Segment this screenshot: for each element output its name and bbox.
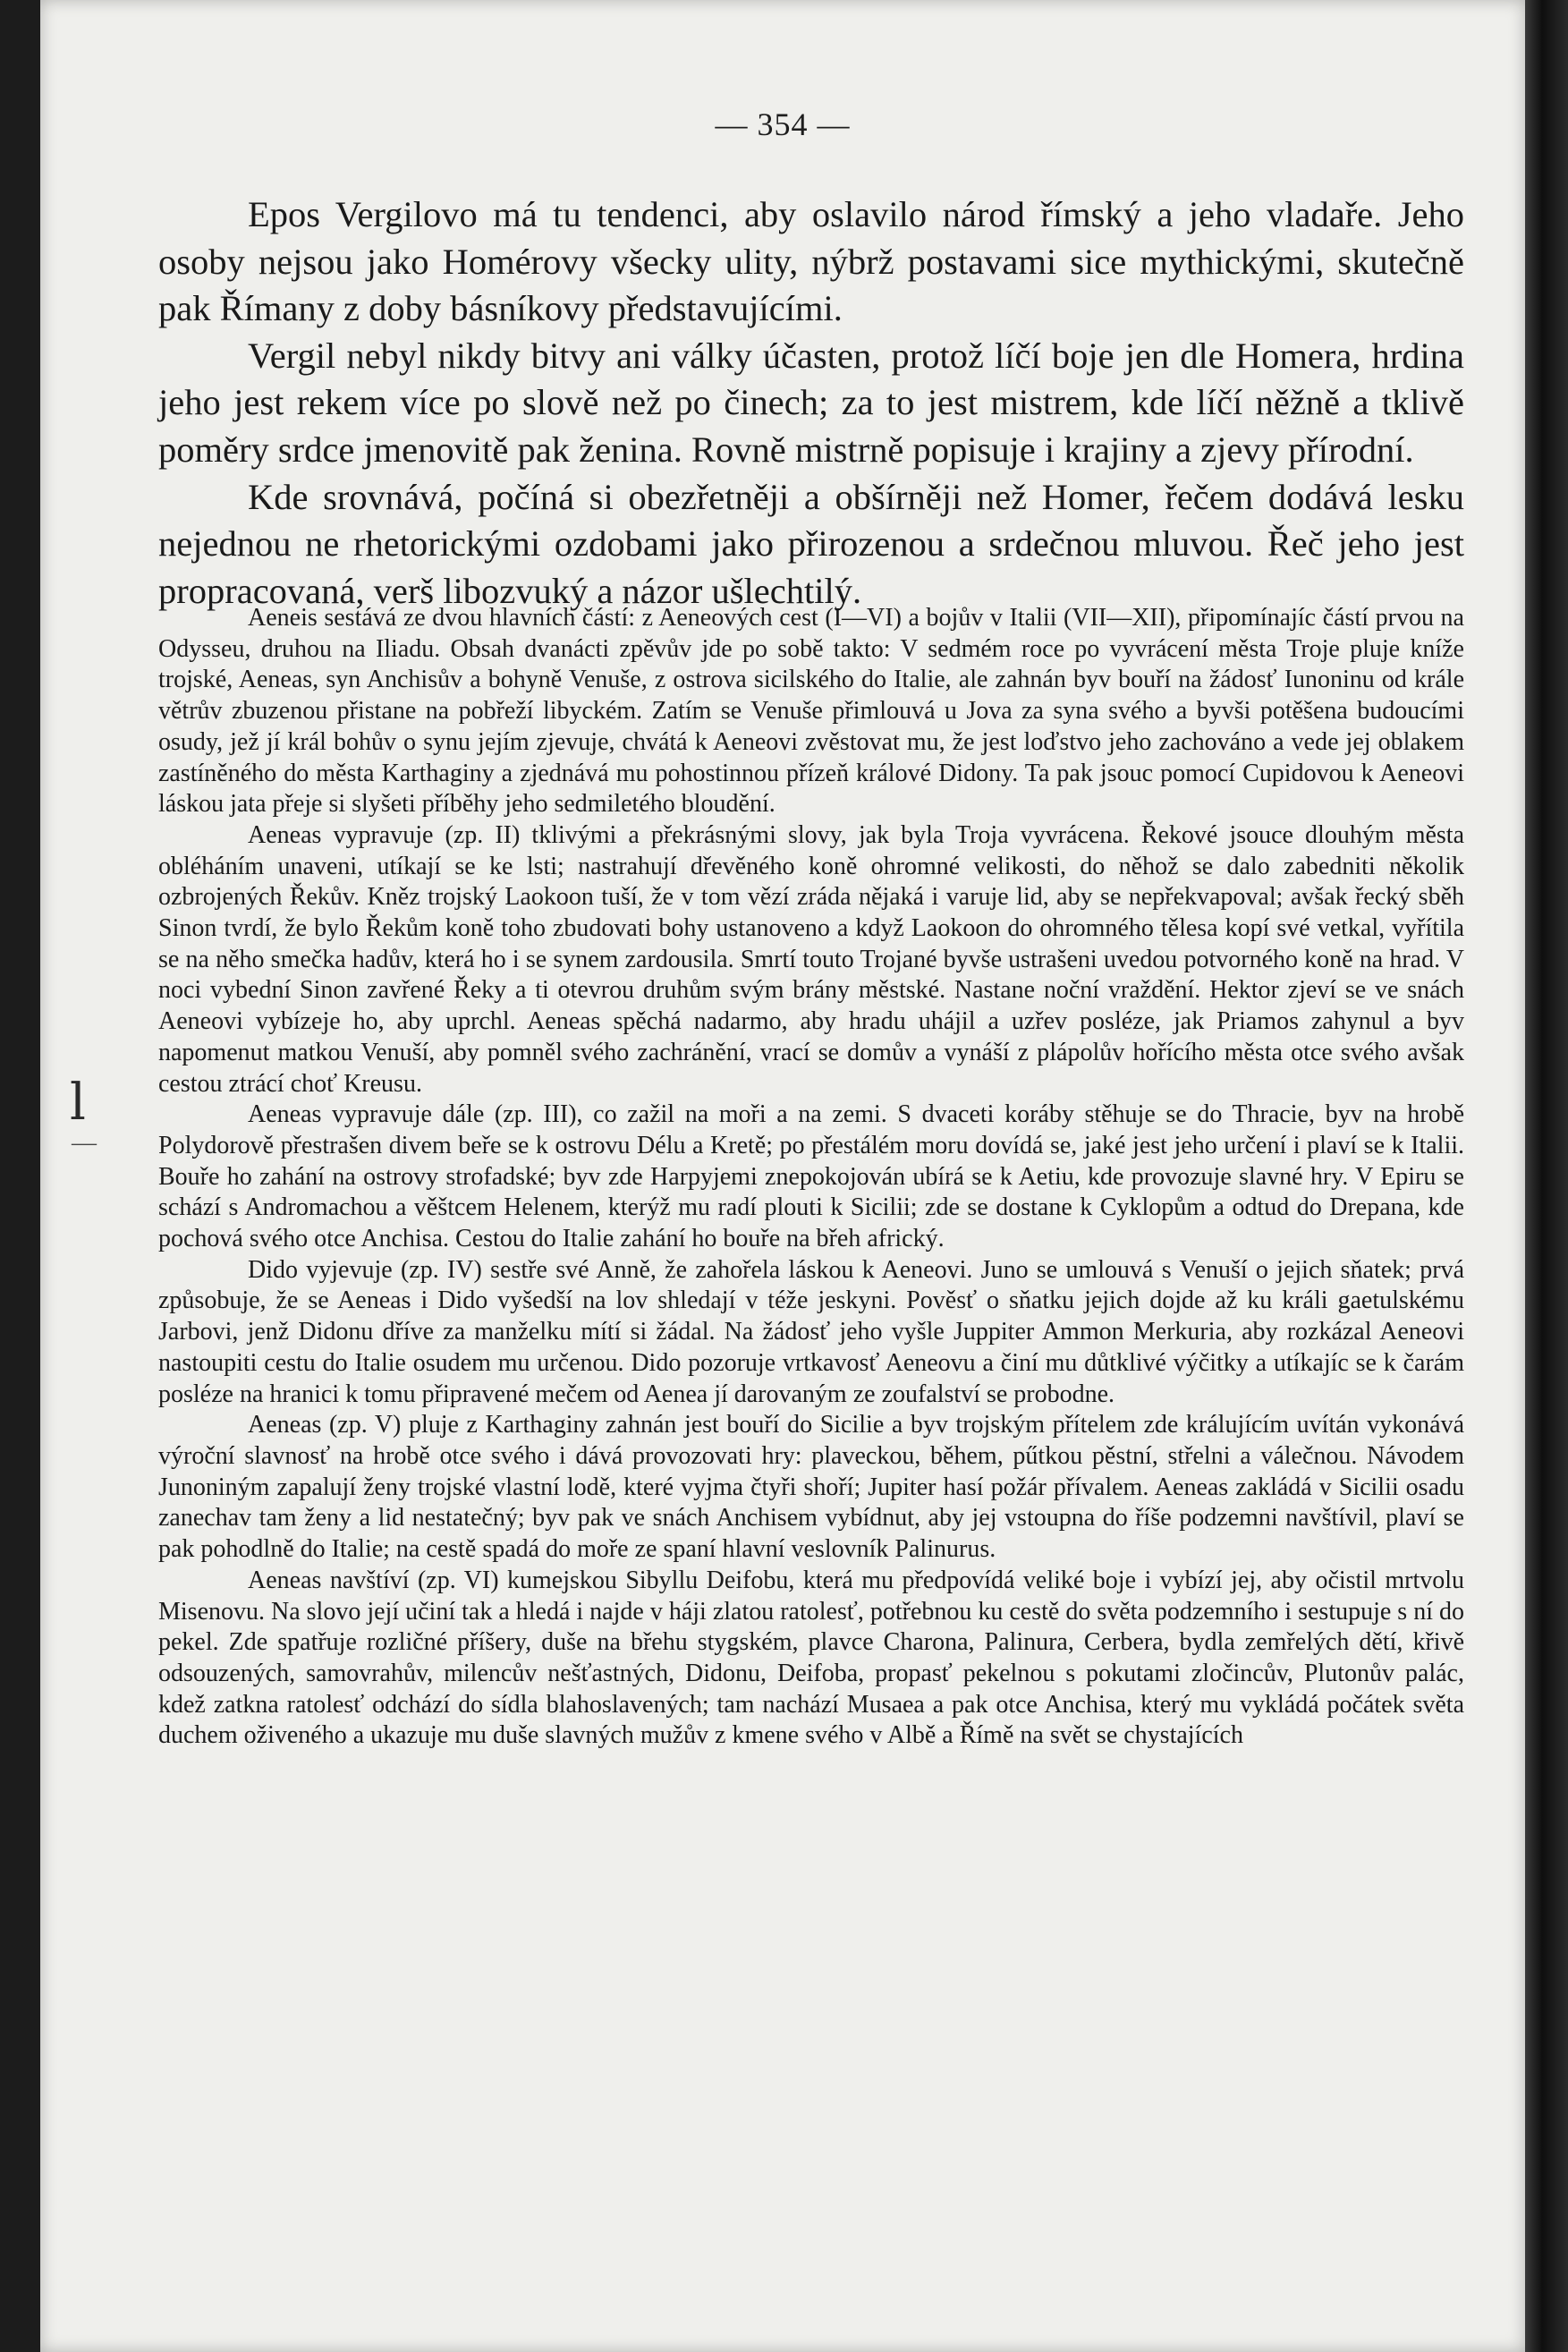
handwritten-margin-mark: l [70,1074,86,1132]
intro-paragraph: Vergil nebyl nikdy bitvy ani války účasten, protož líčí boje jen dle Homera, hrdina jeho jest rekem více po slově než po činech; za to jest mistrem, kde líčí něžně a tklivě poměry srdce jmenovitě pak ženina. Rovně mistrně popisuje i krajiny a zjevy přírodní. [158,335,1464,470]
intro-section [158,191,1464,615]
page-number: — 354 — [715,106,851,142]
summary-paragraph: Aeneas navštíví (zp. VI) kumejskou Sibyllu Deifobu, která mu předpovídá veliké boje i vybízí jej, aby očistil mrtvolu Misenovu. Na slovo její učiní tak a hledá i najde v háji zlatou ratolesť, potřebnou ku cestě do světa podzemního i sestupuje s ní do pekel. Zde spatřuje rozličné příšery, duše na břehu stygském, plavce Charona, Palinura, Cerbera, bydla zemřelých dětí, křivě odsouzených, samovrahův, milencův nešťastných, Didonu, Deifoba, propasť pekelnou s pokutami zločincův, Plutonův palác, kdež zatkna ratolesť odchází do sídla blahoslavených; tam nachází Musaea a pak otce Anchisa, který mu vykládá počátek světa duchem oživeného a ukazuje mu duše slavných mužův z kmene svého v Albě a Římě na svět se chystajících [158,1566,1464,1750]
scanned-page [40,0,1525,2352]
summary-paragraph: Aeneis sestává ze dvou hlavních částí: z Aeneových cest (I—VI) a bojův v Italii (VII—XII), připomínajíc částí prvou na Odysseu, druhou na Iliadu. Obsah dvanácti zpěvův jde po sobě takto: V sedmém roce po vyvrácení města Troje pluje kníže trojské, Aeneas, syn Anchisův a bohyně Venuše, z ostrova sicilského do Italie, ale zahnán byv bouří na žádosť Iunoninu od krále větrův zbuzenou přistane na pobřeží libyckém. Zatím se Venuše přimlouvá u Jova za syna svého a byvši potěšena budoucími osudy, jež jí král bohův o synu jejím zjevuje, chvátá k Aeneovi zvěstovat mu, že jest loďstvo jeho zachováno a vede jej oblakem zastíněného do města Karthaginy a zjednává mu pohostinnou přízeň králové Didony. Ta pak jsouc pomocí Cupidovou k Aeneovi láskou jata přeje si slyšeti příběhy jeho sedmiletého bloudění. [158,604,1464,819]
summary-paragraph: Aeneas vypravuje (zp. II) tklivými a překrásnými slovy, jak byla Troja vyvrácena. Řekové jsouce dlouhým města obléháním unaveni, utíkají se ke lsti; nastrahují dřevěného koně ohromné velikosti, do něhož se dalo zabedniti několik ozbrojených Řekův. Kněz trojský Laokoon tuší, že v tom vězí zráda nějaká i varuje lid, aby se nepřekvapoval; avšak řecký sběh Sinon tvrdí, že bylo Řekům koně toho zbudovati bohy ustanoveno a když Laokoon do ohromného tělesa kopí své vetkal, vyřítila se na něho smečka hadův, která ho i se synem zardousila. Smrtí touto Trojané byvše ustrašeni uvedou potvorného koně na hrad. V noci vybední Sinon zavřené Řeky a ti otevrou druhům svým brány městské. Nastane noční vraždění. Hektor zjeví se ve snách Aeneovi vybízeje ho, aby uprchl. Aeneas spěchá nadarmo, aby hradu uhájil a uzřev posléze, jak Priamos zahynul a byv napomenut matkou Venuší, aby pomněl svého zachránění, vrací se domův a vynáší z plápolův hořícího města otce svého avšak cestou ztrácí choť Kreusu. [158,820,1464,1098]
summary-paragraph: Aeneas vypravuje dále (zp. III), co zažil na moři a na zemi. S dvaceti koráby stěhuje se do Thracie, byv na hrobě Polydorově přestrašen divem beře se k ostrovu Délu a Kretě; po přestálém moru dovídá se, jaké jest jeho určení i plaví se k Italii. Bouře ho zahání na ostrovy strofadské; byv zde Harpyjemi znepokojován ubírá se k Aetiu, kde provozuje slavné hry. V Epiru se schází s Andromachou a věštcem Helenem, kterýž mu radí plouti k Sicilii; zde se dostane k Cyklopům a odtud do Drepana, kde pochová svého otce Anchisa. Cestou do Italie zahání ho bouře na břeh africký. [158,1100,1464,1253]
summary-section [158,603,1464,1752]
summary-paragraph: Aeneas (zp. V) pluje z Karthaginy zahnán jest bouří do Sicilie a byv trojským přítelem zde králujícím uvítán vykonává výroční slavnosť na hrobě otce svého i dává provozovati hry: plaveckou, během, pűtkou pěstní, střelni a válečnou. Návodem Junoniným zapalují ženy trojské vlastní lodě, které vyjma čtyři shoří; Jupiter hasí požár přívalem. Aeneas zakládá v Sicilii osadu zanechav tam ženy a lid nestatečný; byv pak ve snách Anchisem vybídnut, aby jej vstoupna do říše podzemni navštívil, plaví se pak pohodlně do Italie; na cestě spadá do moře ze spaní hlavní veslovník Palinurus. [158,1411,1464,1564]
intro-paragraph: Kde srovnává, počíná si obezřetněji a obšírněji než Homer, řečem dodává lesku nejednou ne rhetorickými ozdobami jako přirozenou a srdečnou mluvou. Řeč jeho jest propracovaná, verš libozvuký a názor ušlechtilý. [158,476,1464,611]
margin-dash-mark: — [72,1129,97,1157]
intro-paragraph: Epos Vergilovo má tu tendenci, aby oslavilo národ římský a jeho vladaře. Jeho osoby nejsou jako Homérovy všecky ulity, nýbrž postavami sice mythickými, skutečně pak Římany z doby básníkovy představujícími. [158,194,1464,329]
scan-edge [1525,0,1568,2352]
summary-paragraph: Dido vyjevuje (zp. IV) sestře své Anně, že zahořela láskou k Aeneovi. Juno se umlouvá s Venuší o jejich sňatek; prvá způsobuje, že se Aeneas i Dido vyšedší na lov shledají v téže jeskyni. Pověsť o sňatku jejich dojde až ku králi gaetulskému Jarbovi, jenž Didonu dříve za manželku mítí si žádal. Na žádosť jeho vyšle Juppiter Ammon Merkuria, aby rozkázal Aeneovi nastoupiti cestu do Italie osudem mu určenou. Dido pozoruje vrtkavosť Aeneovu a činí mu důtklivé výčitky a utíkajíc se k čarám posléze na hranici k tomu připravené mečem od Aenea jí darovaným ze zoufalství se probodne. [158,1255,1464,1408]
